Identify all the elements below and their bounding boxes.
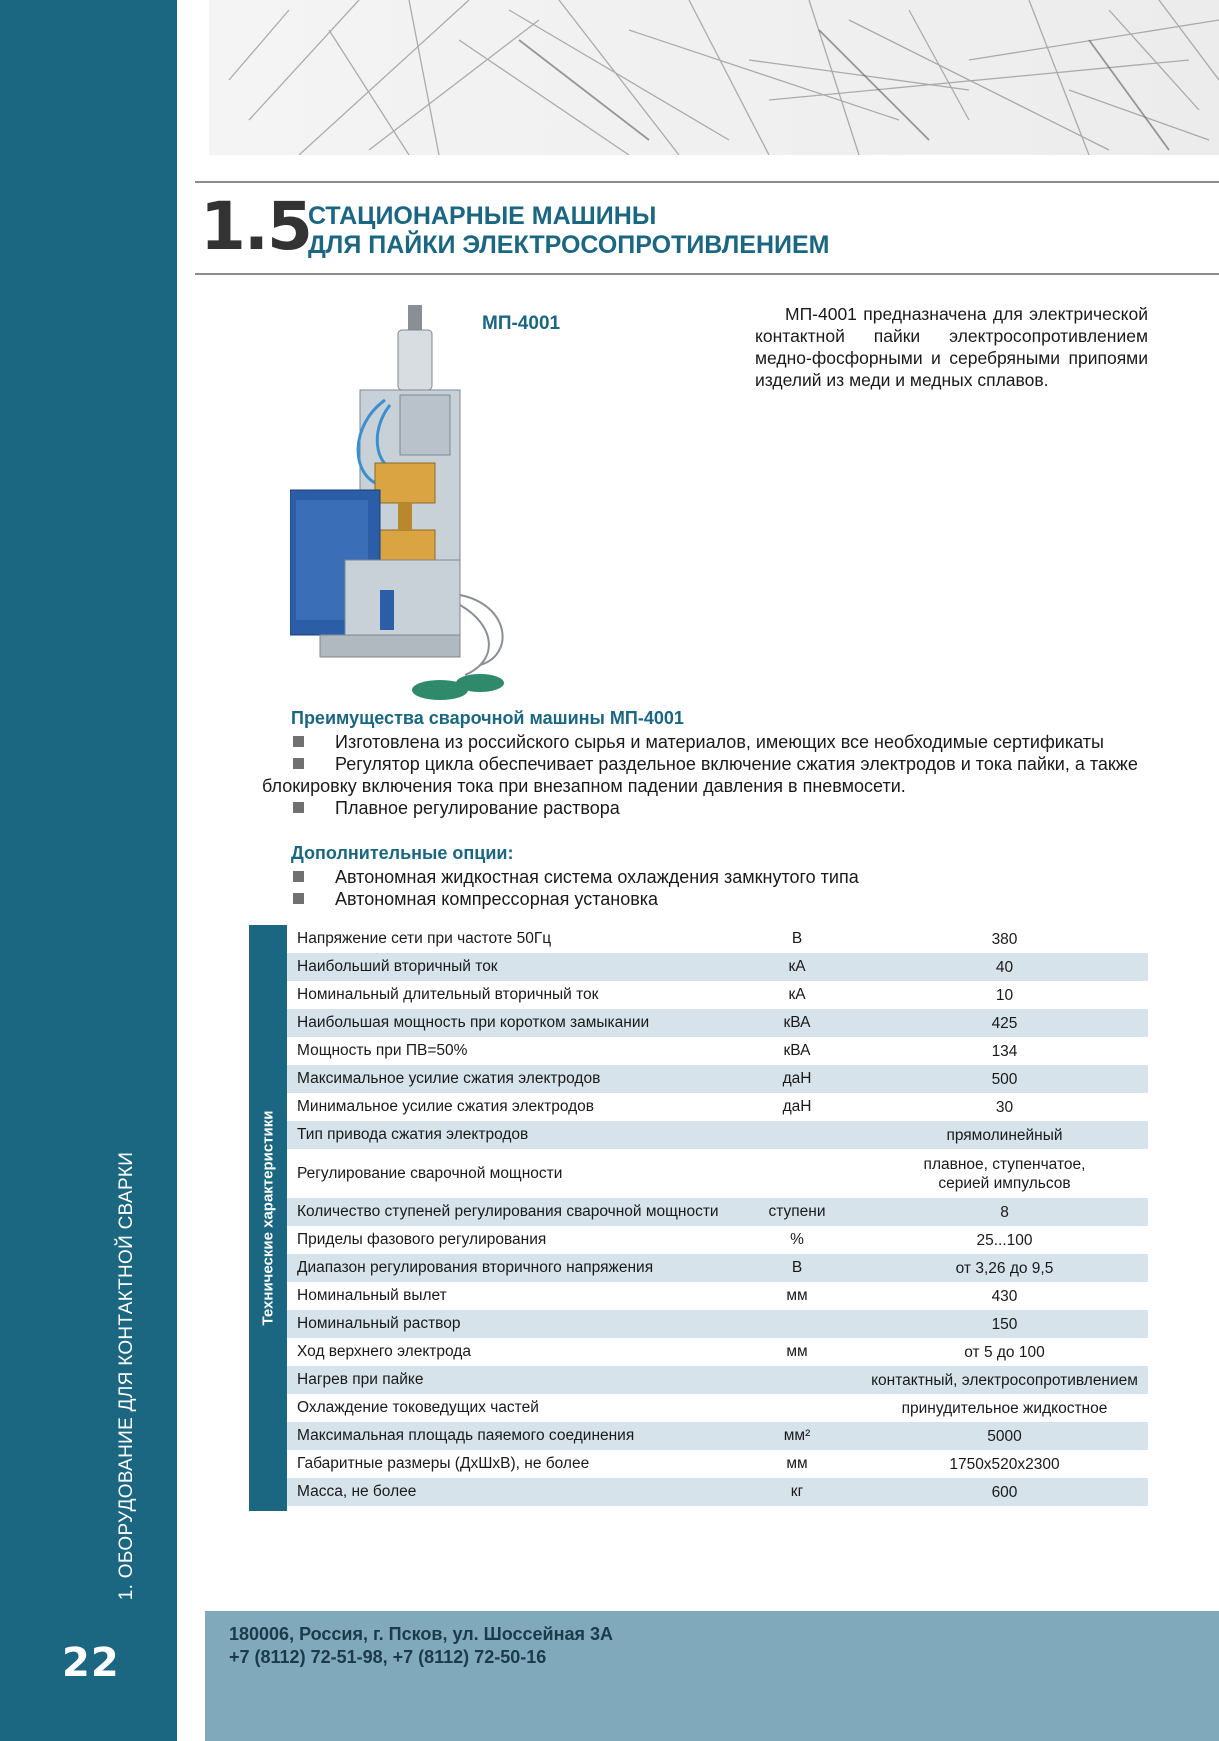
footer-address: 180006, Россия, г. Псков, ул. Шоссейная 3А xyxy=(229,1624,614,1644)
page-number: 22 xyxy=(62,1640,120,1686)
value-cell: 5000 xyxy=(987,1427,1022,1445)
param-cell: Наибольшая мощность при коротком замыкании xyxy=(297,1014,650,1031)
unit-cell: мм xyxy=(786,1343,808,1360)
value-cell: 8 xyxy=(1000,1203,1009,1221)
footer-phones: +7 (8112) 72-51-98, +7 (8112) 72-50-16 xyxy=(229,1647,547,1667)
table-row xyxy=(287,1198,1148,1226)
unit-cell: даН xyxy=(782,1070,812,1087)
unit-cell: мм² xyxy=(783,1427,811,1444)
table-row xyxy=(287,1009,1148,1037)
value-cell xyxy=(861,1155,1148,1193)
param-cell: Ход верхнего электрода xyxy=(297,1343,471,1360)
list-item-text: Автономная компрессорная установка xyxy=(335,889,659,909)
param-cell: Максимальное усилие сжатия электродов xyxy=(297,1070,601,1087)
value-cell: 430 xyxy=(991,1287,1018,1305)
machine-photo xyxy=(290,305,530,715)
unit-cell: % xyxy=(790,1231,804,1248)
list-item xyxy=(262,866,1148,888)
list-item xyxy=(262,888,1148,910)
square-bullet-icon xyxy=(293,871,304,882)
unit-cell: В xyxy=(791,1259,803,1276)
model-label: МП-4001 xyxy=(482,313,561,334)
value-cell: 600 xyxy=(991,1483,1018,1501)
section-title xyxy=(308,202,829,260)
table-row xyxy=(287,1282,1148,1310)
value-line: плавное, ступенчатое, xyxy=(923,1155,1086,1173)
unit-cell: ступени xyxy=(768,1203,826,1220)
square-bullet-icon xyxy=(293,893,304,904)
value-cell: 425 xyxy=(991,1014,1018,1032)
square-bullet-icon xyxy=(293,736,304,747)
value-cell: 150 xyxy=(991,1315,1018,1333)
table-row xyxy=(287,1037,1148,1065)
param-cell: Габаритные размеры (ДхШхВ), не более xyxy=(297,1455,590,1472)
options-list xyxy=(262,866,1148,910)
unit-cell: кА xyxy=(788,986,806,1003)
table-row xyxy=(287,1478,1148,1506)
section-label: 1. ОБОРУДОВАНИЕ ДЛЯ КОНТАКТНОЙ СВАРКИ xyxy=(116,1151,137,1600)
value-cell: 500 xyxy=(991,1070,1018,1088)
advantages-heading: Преимущества сварочной машины МП-4001 xyxy=(291,708,684,728)
value-cell: 10 xyxy=(995,986,1014,1004)
footer-contact-band xyxy=(205,1611,1219,1741)
table-row xyxy=(287,1422,1148,1450)
value-cell: контактный, электросопротивлением xyxy=(871,1371,1138,1389)
header-rule-top xyxy=(195,181,1219,183)
value-cell: прямолинейный xyxy=(946,1126,1063,1144)
value-cell: 1750х520х2300 xyxy=(949,1455,1060,1473)
list-item-text: Изготовлена из российского сырья и материалов, имеющих все необходимые сертификаты xyxy=(335,732,1104,752)
list-item-text: Регулятор цикла обеспечивает раздельное включение сжатия электродов и тока пайки, а также блокировку включения тока при внезапном падении давления в пневмосети. xyxy=(262,754,1138,796)
value-cell: от 3,26 до 9,5 xyxy=(955,1259,1054,1277)
unit-cell: кВА xyxy=(783,1042,811,1059)
value-cell: от 5 до 100 xyxy=(964,1343,1045,1361)
table-row xyxy=(287,1226,1148,1254)
value-cell: 134 xyxy=(991,1042,1018,1060)
param-cell: Минимальное усилие сжатия электродов xyxy=(297,1098,595,1115)
header-decorative-image xyxy=(209,0,1219,155)
table-row xyxy=(287,953,1148,981)
unit-cell: мм xyxy=(786,1455,808,1472)
table-row xyxy=(287,1149,1148,1198)
param-cell: Напряжение сети при частоте 50Гц xyxy=(297,930,552,947)
list-item xyxy=(262,797,1148,819)
value-cell: 30 xyxy=(995,1098,1014,1116)
table-row xyxy=(287,1366,1148,1394)
list-item xyxy=(262,731,1148,753)
param-cell: Максимальная площадь паяемого соединения xyxy=(297,1427,635,1444)
square-bullet-icon xyxy=(293,802,304,813)
sidebar-band xyxy=(0,0,177,1741)
square-bullet-icon xyxy=(293,758,304,769)
param-cell: Охлаждение токоведущих частей xyxy=(297,1399,539,1416)
unit-cell: мм xyxy=(786,1287,808,1304)
advantages-list xyxy=(262,731,1148,819)
param-cell: Мощность при ПВ=50% xyxy=(297,1042,468,1059)
unit-cell: даН xyxy=(782,1098,812,1115)
list-item-text: Плавное регулирование раствора xyxy=(335,798,620,818)
unit-cell: кА xyxy=(788,958,806,975)
value-line: серией импульсов xyxy=(938,1174,1071,1192)
specs-table xyxy=(287,925,1148,1506)
value-cell: принудительное жидкостное xyxy=(901,1399,1108,1417)
table-row xyxy=(287,1121,1148,1149)
param-cell: Номинальный вылет xyxy=(297,1287,447,1304)
options-heading: Дополнительные опции: xyxy=(291,843,514,863)
unit-cell: кг xyxy=(790,1483,804,1500)
table-row xyxy=(287,1093,1148,1121)
param-cell: Тип привода сжатия электродов xyxy=(297,1126,529,1143)
table-row xyxy=(287,1394,1148,1422)
table-row xyxy=(287,1338,1148,1366)
section-label-vertical xyxy=(111,1148,143,1603)
list-item-text: Автономная жидкостная система охлаждения замкнутого типа xyxy=(335,867,859,887)
list-item xyxy=(262,753,1148,797)
product-description: МП-4001 предназначена для электрической контактной пайки электросопротивлением медно-фосфорными и серебряными припоями изделий из меди и медных сплавов. xyxy=(755,304,1148,390)
param-cell: Наибольший вторичный ток xyxy=(297,958,498,975)
section-number: 1.5 xyxy=(200,188,311,265)
section-title-line2: ДЛЯ ПАЙКИ ЭЛЕКТРОСОПРОТИВЛЕНИЕМ xyxy=(308,231,830,259)
param-cell: Регулирование сварочной мощности xyxy=(297,1164,563,1182)
unit-cell: В xyxy=(791,930,803,947)
table-row xyxy=(287,1254,1148,1282)
param-cell: Нагрев при пайке xyxy=(297,1371,424,1388)
param-cell: Масса, не более xyxy=(297,1483,417,1500)
table-row xyxy=(287,925,1148,953)
param-cell: Количество ступеней регулирования сварочной мощности xyxy=(297,1203,719,1220)
table-row xyxy=(287,1065,1148,1093)
param-cell: Номинальный раствор xyxy=(297,1315,461,1332)
value-cell: 25...100 xyxy=(976,1231,1033,1249)
specs-band-label: Технические характеристики xyxy=(259,1110,277,1326)
param-cell: Номинальный длительный вторичный ток xyxy=(297,986,599,1003)
table-row xyxy=(287,1310,1148,1338)
value-cell: 40 xyxy=(995,958,1014,976)
section-title-line1: СТАЦИОНАРНЫЕ МАШИНЫ xyxy=(308,202,657,230)
value-cell: 380 xyxy=(991,930,1018,948)
specs-band xyxy=(249,925,287,1511)
table-row xyxy=(287,981,1148,1009)
table-row xyxy=(287,1450,1148,1478)
unit-cell: кВА xyxy=(783,1014,811,1031)
param-cell: Приделы фазового регулирования xyxy=(297,1231,547,1248)
param-cell: Диапазон регулирования вторичного напряжения xyxy=(297,1259,654,1276)
header-rule-bottom xyxy=(195,273,1219,275)
